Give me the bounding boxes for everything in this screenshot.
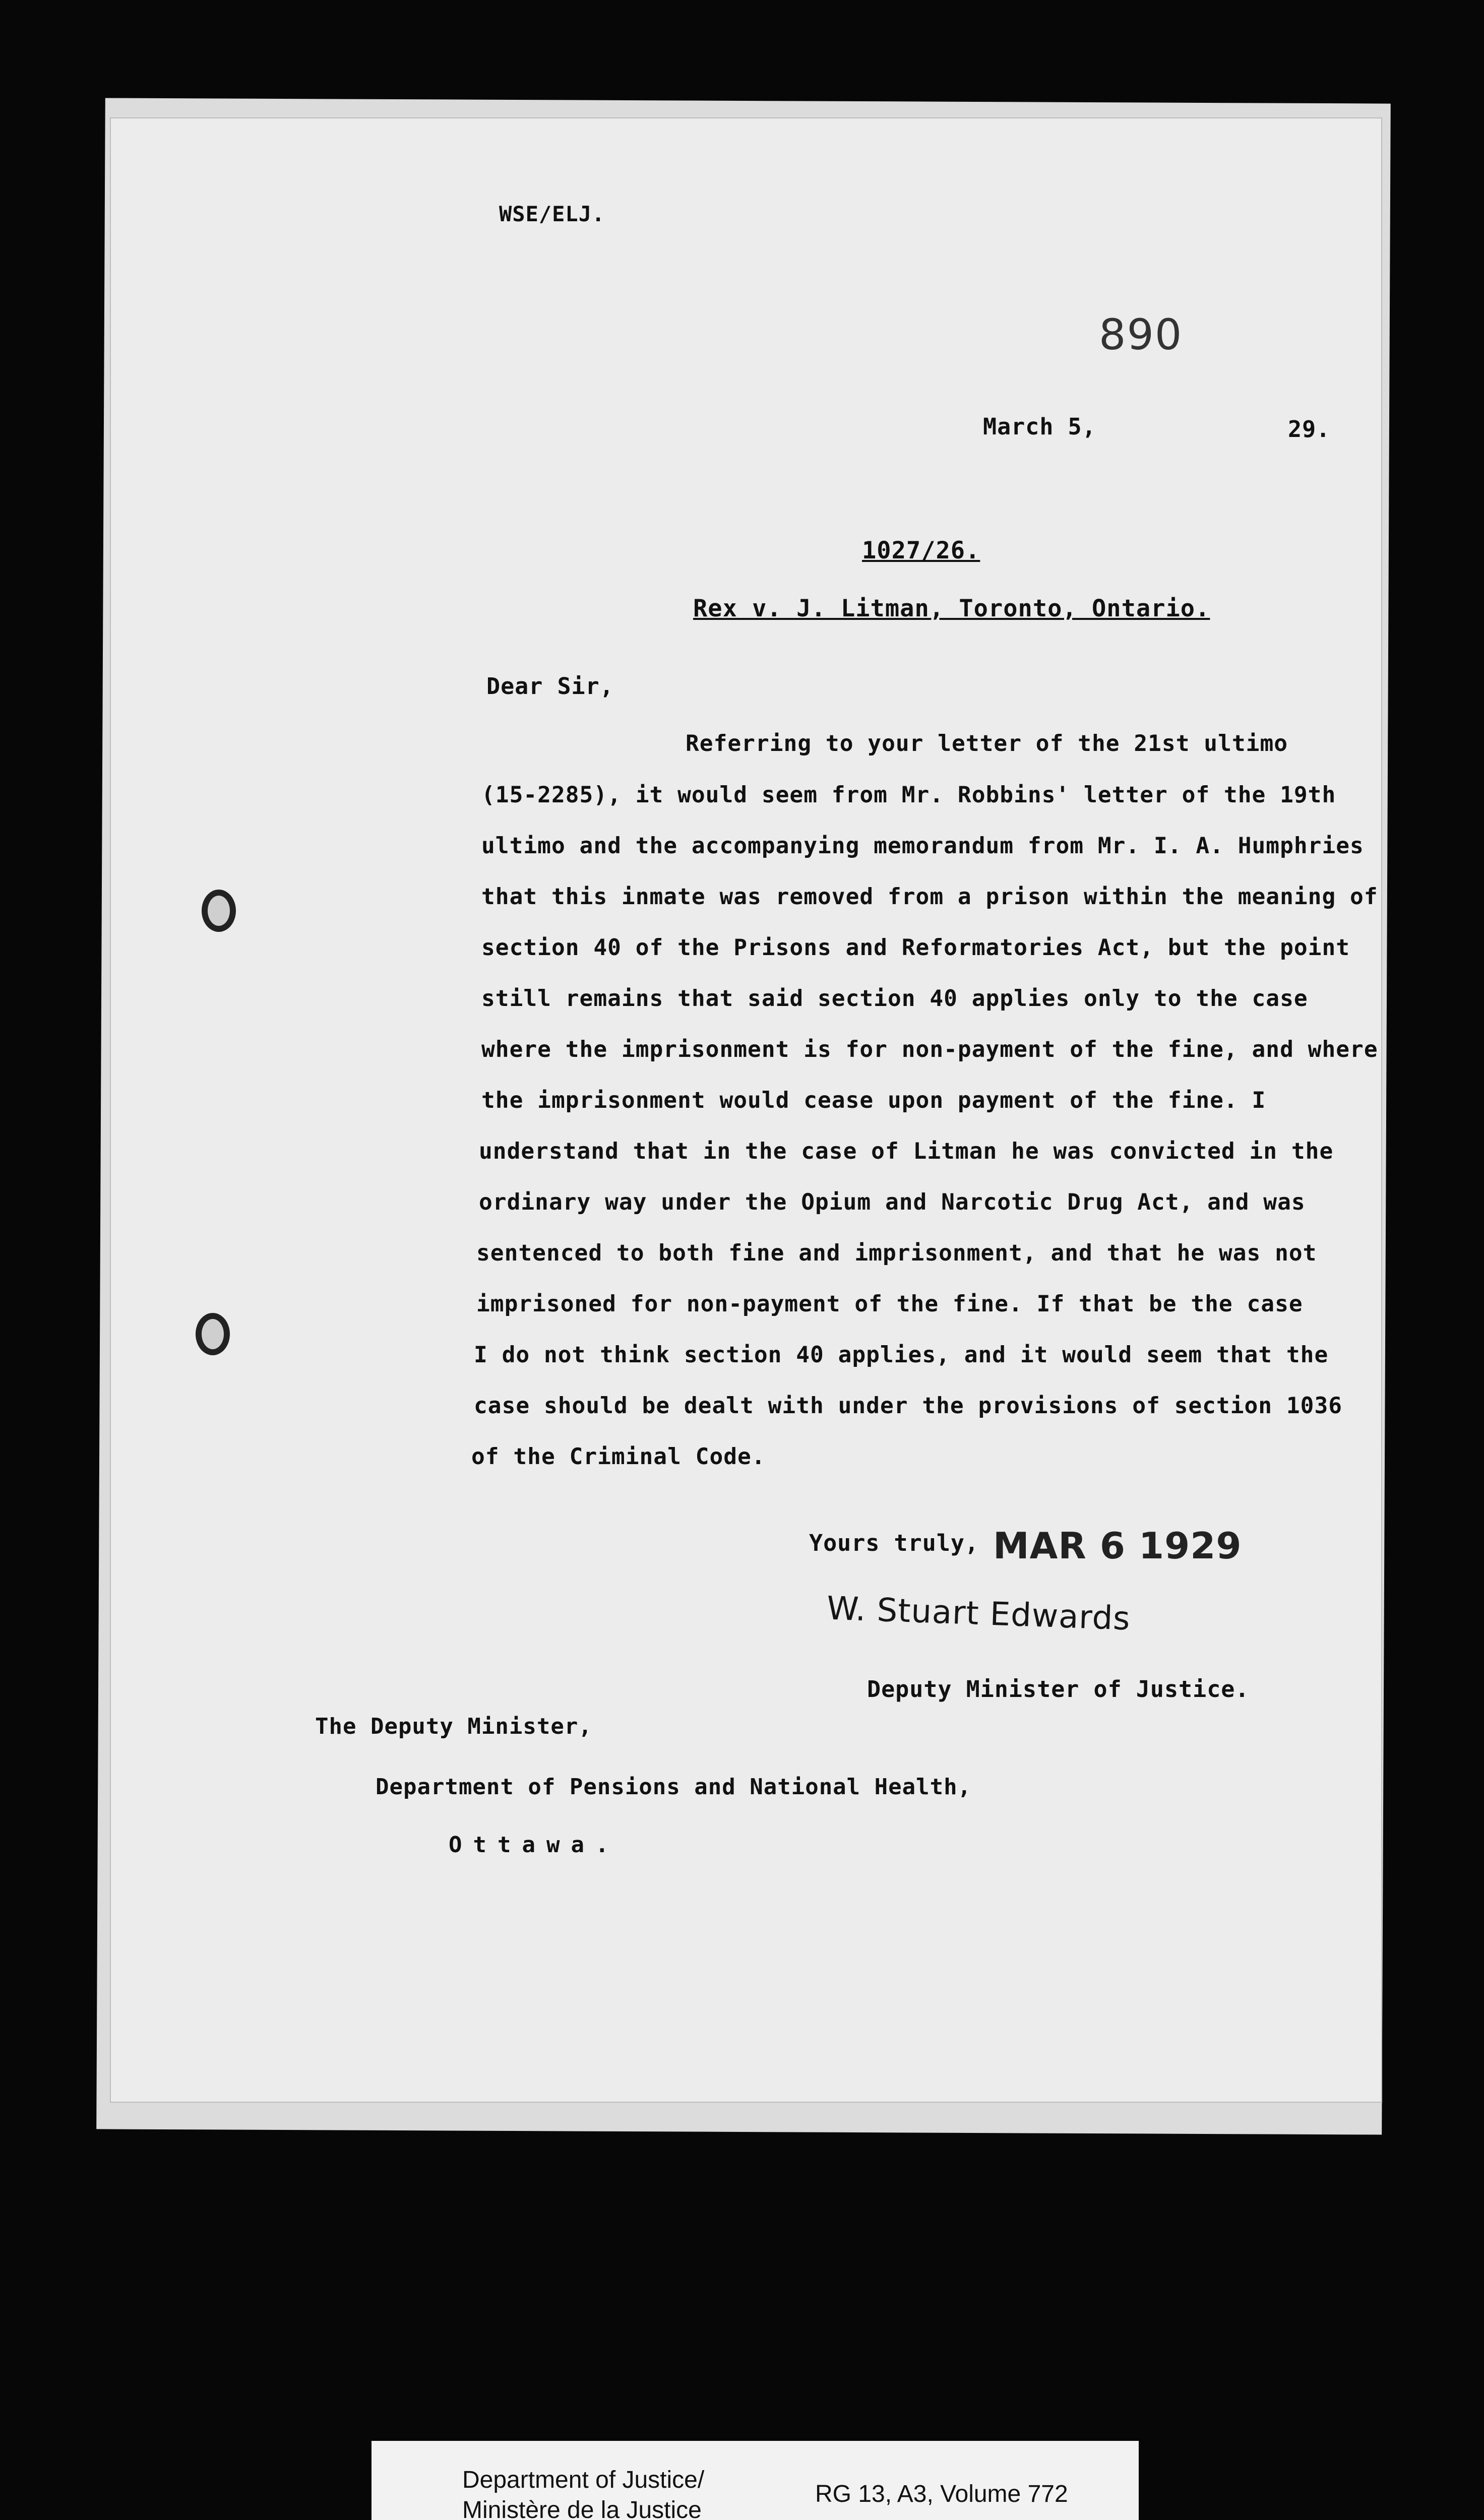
body-line: ordinary way under the Opium and Narcotic Drug Act, and was <box>479 1189 1306 1215</box>
body-line: case should be dealt with under the provisions of section 1036 <box>474 1393 1343 1419</box>
letter-date: March 5, <box>983 413 1096 440</box>
file-number: 1027/26. <box>862 537 980 564</box>
body-line: Referring to your letter of the 21st ultimo <box>686 731 1288 757</box>
letter-year: 29. <box>1288 416 1331 443</box>
body-line: still remains that said section 40 applies only to the case <box>481 986 1308 1012</box>
date-stamp: MAR 6 1929 <box>993 1525 1242 1567</box>
signatory-title: Deputy Minister of Justice. <box>867 1676 1250 1703</box>
department-english: Department of Justice/ <box>462 2467 705 2493</box>
body-line: ultimo and the accompanying memorandum from Mr. I. A. Humphries <box>481 833 1364 859</box>
archive-reference-label <box>372 2441 1139 2520</box>
punch-hole-top <box>202 890 236 932</box>
body-line: that this inmate was removed from a prison within the meaning of <box>481 884 1378 910</box>
letter-page <box>111 118 1381 2102</box>
body-line: the imprisonment would cease upon payment of the fine. I <box>481 1088 1266 1113</box>
document-number: 890 <box>1099 310 1183 359</box>
body-line: where the imprisonment is for non-payment of the fine, and where <box>481 1037 1378 1062</box>
signature: W. Stuart Edwards <box>826 1590 1131 1638</box>
closing: Yours truly, <box>809 1530 979 1556</box>
body-line: of the Criminal Code. <box>471 1444 766 1470</box>
body-line: imprisoned for non-payment of the fine. If that be the case <box>476 1291 1303 1317</box>
salutation: Dear Sir, <box>486 673 614 700</box>
department-name <box>462 2465 704 2520</box>
archive-reference: RG 13, A3, Volume 772 <box>815 2481 1068 2507</box>
department-french: Ministère de la Justice <box>462 2497 702 2520</box>
body-line: sentenced to both fine and imprisonment, and that he was not <box>476 1240 1317 1266</box>
body-line: understand that in the case of Litman he was convicted in the <box>479 1139 1334 1164</box>
body-line: I do not think section 40 applies, and it would seem that the <box>474 1342 1329 1368</box>
recipient-city: Ottawa. <box>449 1832 620 1858</box>
recipient-department: Department of Pensions and National Health, <box>376 1774 972 1800</box>
body-line: (15-2285), it would seem from Mr. Robbins' letter of the 19th <box>481 782 1336 808</box>
punch-hole-bottom <box>196 1313 230 1355</box>
body-line: section 40 of the Prisons and Reformatories Act, but the point <box>481 935 1350 961</box>
reference-initials: WSE/ELJ. <box>499 202 605 226</box>
recipient-title: The Deputy Minister, <box>315 1714 592 1739</box>
case-title: Rex v. J. Litman, Toronto, Ontario. <box>693 595 1210 622</box>
